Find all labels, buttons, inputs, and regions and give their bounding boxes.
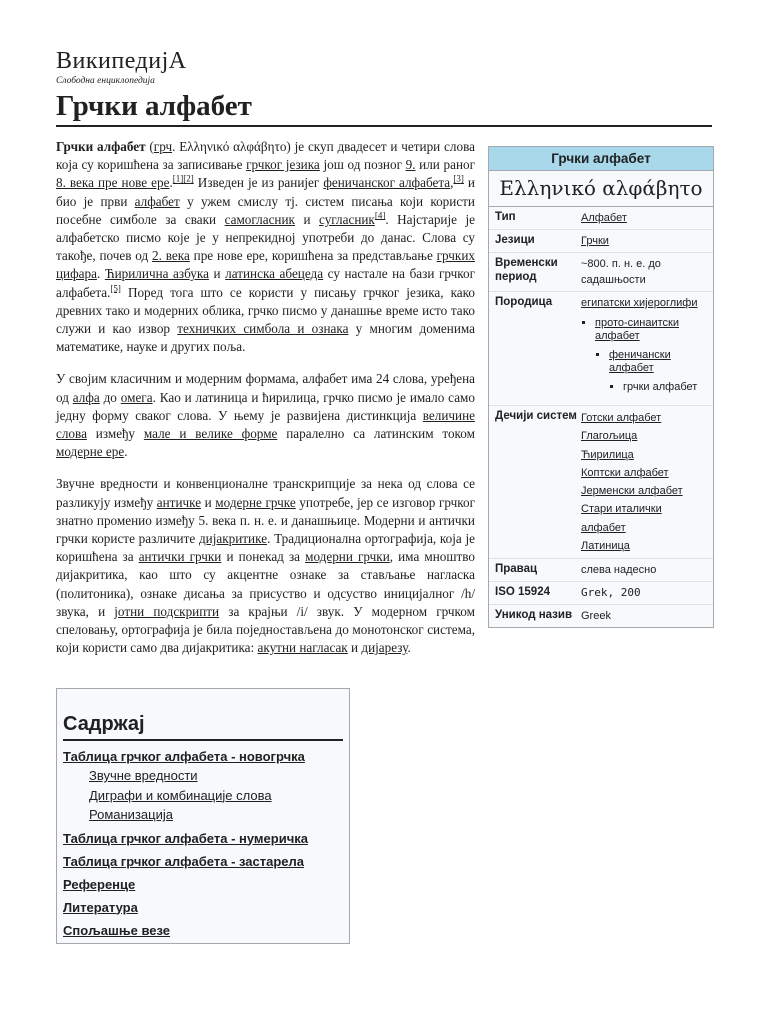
toc-item [63, 921, 347, 940]
infobox-label: Правац [495, 563, 538, 576]
text-run: , има мноштво дијакритика, као што су акцентне ознаке за стављање нагласка (политоника), ознаке дисања за присуство и одсуство иницијалног /h/ звука, и [56, 549, 476, 619]
infobox-value [581, 295, 709, 402]
table-of-contents [56, 688, 350, 944]
family-item [595, 317, 709, 394]
text-run: у многим доменима математике, науке и других поља. [56, 321, 475, 355]
text-run: у ужем смислу тј. систем писања који користи посебне симболе за сваки [56, 193, 475, 227]
infobox-row-iso [489, 582, 713, 605]
text-run: и [208, 266, 226, 282]
text-run: Поред тога што се користи у писању грчког језика, како древних тако и модерних облика, грчко писмо у данашње време исто тако служи и као извор [56, 284, 475, 337]
article-link[interactable]: антички грчки [138, 549, 222, 565]
text-run: или раног [415, 157, 475, 173]
toc-subitem [63, 786, 347, 806]
article-link[interactable]: мале и велике форме [143, 426, 278, 442]
article-link[interactable]: грчког језика [246, 157, 320, 173]
text-run: још од позног [319, 157, 406, 173]
text-run: У својим класичним и модерним формама, алфабет има 24 слова, уређена од [56, 371, 475, 405]
citation-link[interactable]: [5] [110, 283, 121, 294]
infobox-row-direction [489, 559, 713, 582]
language-link[interactable]: Грчки [581, 235, 609, 247]
article-link[interactable]: 9. [405, 157, 416, 173]
family-root-link[interactable]: египатски хијероглифи [581, 297, 698, 309]
article-link[interactable]: модерне грчке [215, 494, 296, 510]
infobox-row-family [489, 292, 713, 406]
article-link[interactable]: Ћирилична азбука [104, 266, 209, 282]
article-link[interactable]: античке [156, 494, 202, 510]
infobox-label: Уникод назив [495, 609, 573, 622]
toc-subitem [63, 805, 347, 825]
text-run: Звучне вредности и конвенционалне транскрипције за нека од слова се разликују између [56, 476, 475, 510]
article-link[interactable]: акутни нагласак [257, 640, 348, 656]
article-link[interactable]: величине слова [56, 407, 475, 442]
text-run: паралелно са латинским током [277, 426, 475, 442]
toc-link[interactable]: Спољашње везе [63, 922, 171, 938]
child-system-item [581, 537, 709, 555]
infobox-native-name: Ελληνικό αλφάβητο [489, 171, 713, 207]
toc-subitem [63, 766, 347, 786]
text-run: . Као и латиница и ћирилица, грчко писмо је имало само једну форму сваког слова. У њему је развијена дистинкција [56, 389, 475, 423]
text-run: и [294, 211, 320, 227]
article-link[interactable]: модерни грчки [305, 549, 390, 565]
infobox-value [581, 233, 709, 249]
text-run: између [86, 426, 144, 442]
text-run: Изведен је из ранијег [193, 175, 324, 191]
article-link[interactable]: омега [120, 389, 153, 405]
child-system-link[interactable]: Ћирилица [581, 448, 634, 461]
infobox-row-children [489, 406, 713, 559]
type-link[interactable]: Алфабет [581, 212, 627, 224]
article-link[interactable]: грчких цифара [56, 248, 475, 282]
toc-link[interactable]: Таблица грчког алфабета - застарела [63, 853, 305, 869]
infobox-label: Дечији систем [495, 410, 577, 422]
citation-link[interactable]: [1][2] [172, 174, 194, 185]
bold-term: Грчки алфабет [56, 139, 146, 154]
page-title: Грчки алфабет [56, 90, 252, 122]
article-link[interactable]: латинска абецеда [225, 266, 324, 282]
paragraph-sounds [56, 475, 475, 657]
text-run: . [124, 444, 128, 460]
infobox-value: Grek, 200 [581, 586, 641, 600]
family-subtree [609, 381, 709, 394]
family-item [609, 349, 709, 394]
child-system-item [581, 446, 709, 464]
toc-item [63, 852, 347, 871]
text-run: и понекад за [221, 549, 306, 565]
family-item [623, 381, 709, 394]
text-run: и био је први [56, 175, 475, 209]
text-run: . Традиционална ортографија, која је коришћена за [56, 531, 476, 565]
infobox-label: Тип [495, 211, 516, 223]
family-link[interactable]: феничански алфабет [609, 349, 671, 374]
article-link[interactable]: феничанског алфабета [323, 175, 451, 191]
infobox-title: Грчки алфабет [489, 147, 713, 171]
child-system-item [581, 500, 709, 537]
text-run: . Ελληνικό αλφάβητο) је скуп двадесет и четири слова која су коришћена за записивање [56, 139, 475, 173]
toc-link[interactable]: Референце [63, 876, 136, 892]
article-link[interactable]: самогласник [224, 211, 295, 227]
infobox-label: Временски период [495, 257, 558, 283]
infobox-label: ISO 15924 [495, 586, 550, 599]
infobox-value: слева надесно [581, 564, 657, 577]
child-system-item [581, 409, 709, 427]
article-link[interactable]: алфа [72, 389, 100, 405]
child-system-item [581, 427, 709, 445]
child-system-item [581, 464, 709, 482]
infobox-value: ~800. п. н. е. до садашњости [581, 258, 661, 286]
child-system-link[interactable]: Латиница [581, 540, 630, 553]
infobox-row-type [489, 207, 713, 230]
text-run: пре нове ере, коришћена за представљање [189, 248, 437, 264]
article-link[interactable]: техничких симбола и ознака [177, 321, 349, 337]
article-link[interactable]: јотни подскрипти [114, 603, 220, 619]
family-tree [581, 317, 709, 394]
toc-divider [63, 739, 343, 741]
family-current: грчки алфабет [623, 381, 698, 393]
infobox-label: Породица [495, 296, 553, 308]
text-run: за крајњи /i/ звук. У модерном грчком спеловању, ортографија је била поједностављена до монотонског система, који користи само два дијакритика: [56, 603, 475, 656]
toc-item [63, 829, 347, 848]
citation-link[interactable]: [3] [453, 174, 464, 185]
infobox-value [581, 210, 709, 226]
text-run: , [450, 175, 454, 191]
article-link[interactable]: дијакритике [198, 531, 268, 547]
family-subtree [595, 349, 709, 394]
site-logo[interactable]: ВикипедијА [56, 48, 187, 74]
child-system-link[interactable]: Стари италички алфабет [581, 503, 662, 534]
infobox-row-languages [489, 230, 713, 253]
toc-sublink[interactable]: Диграфи и комбинације слова [89, 787, 272, 803]
article-body [56, 138, 475, 671]
family-link[interactable]: прото-синаитски алфабет [595, 317, 679, 342]
text-run: употребе, јер се изговор грчког знатно променио између 5. века п. н. е. и данашњице. Модерни и антички грчки користе различите [56, 494, 476, 547]
toc-sublink[interactable]: Звучне вредности [89, 768, 198, 783]
text-run: . [169, 175, 173, 191]
article-link[interactable]: 2. века [152, 248, 190, 264]
title-divider [56, 125, 712, 127]
toc-title: Садржај [63, 713, 145, 735]
site-tagline: Слободна енциклопедија [56, 76, 155, 86]
article-link[interactable]: 8. века пре нове ере [56, 175, 170, 191]
paragraph-intro [56, 138, 475, 356]
toc-item [63, 875, 347, 894]
paragraph-forms [56, 370, 475, 461]
toc-sublink[interactable]: Романизација [89, 807, 173, 822]
infobox-value: Greek [581, 610, 611, 623]
child-system-link[interactable]: Глагољица [581, 430, 638, 443]
child-system-link[interactable]: Јерменски алфабет [581, 485, 683, 498]
child-system-item [581, 482, 709, 500]
text-run: ( [145, 139, 154, 154]
child-system-link[interactable]: Готски алфабет [581, 412, 662, 424]
text-run: и [201, 494, 216, 510]
toc-link[interactable]: Литература [63, 899, 138, 915]
citation-link[interactable]: [4] [374, 210, 386, 221]
infobox-row-period [489, 253, 713, 292]
toc-link[interactable]: Таблица грчког алфабета - нумеричка [63, 830, 308, 846]
article-link[interactable]: грч [153, 139, 173, 154]
infobox-value [581, 409, 709, 555]
infobox-label: Језици [495, 234, 535, 246]
toc-item [63, 898, 347, 917]
infobox-row-unicode [489, 605, 713, 627]
article-link[interactable]: дијарезу [361, 640, 408, 656]
text-run: и [347, 640, 362, 656]
article-link[interactable]: модерне ере [56, 444, 125, 460]
article-link[interactable]: алфабет [134, 193, 180, 209]
text-run: до [99, 389, 121, 405]
toc-list [63, 747, 347, 944]
infobox [488, 146, 714, 628]
toc-item [63, 747, 347, 825]
child-system-link[interactable]: Коптски алфабет [581, 466, 669, 479]
text-run: . [407, 640, 411, 656]
text-run: . [96, 266, 105, 282]
toc-link[interactable]: Таблица грчког алфабета - новогрчка [63, 749, 305, 764]
text-run: . Најстарије је алфабетско писмо које је у непрекидној употреби до данас. Слова су такође, почев од [56, 211, 476, 264]
text-run: су настале на бази грчког алфабета. [56, 266, 476, 300]
article-link[interactable]: сугласник [319, 211, 375, 227]
